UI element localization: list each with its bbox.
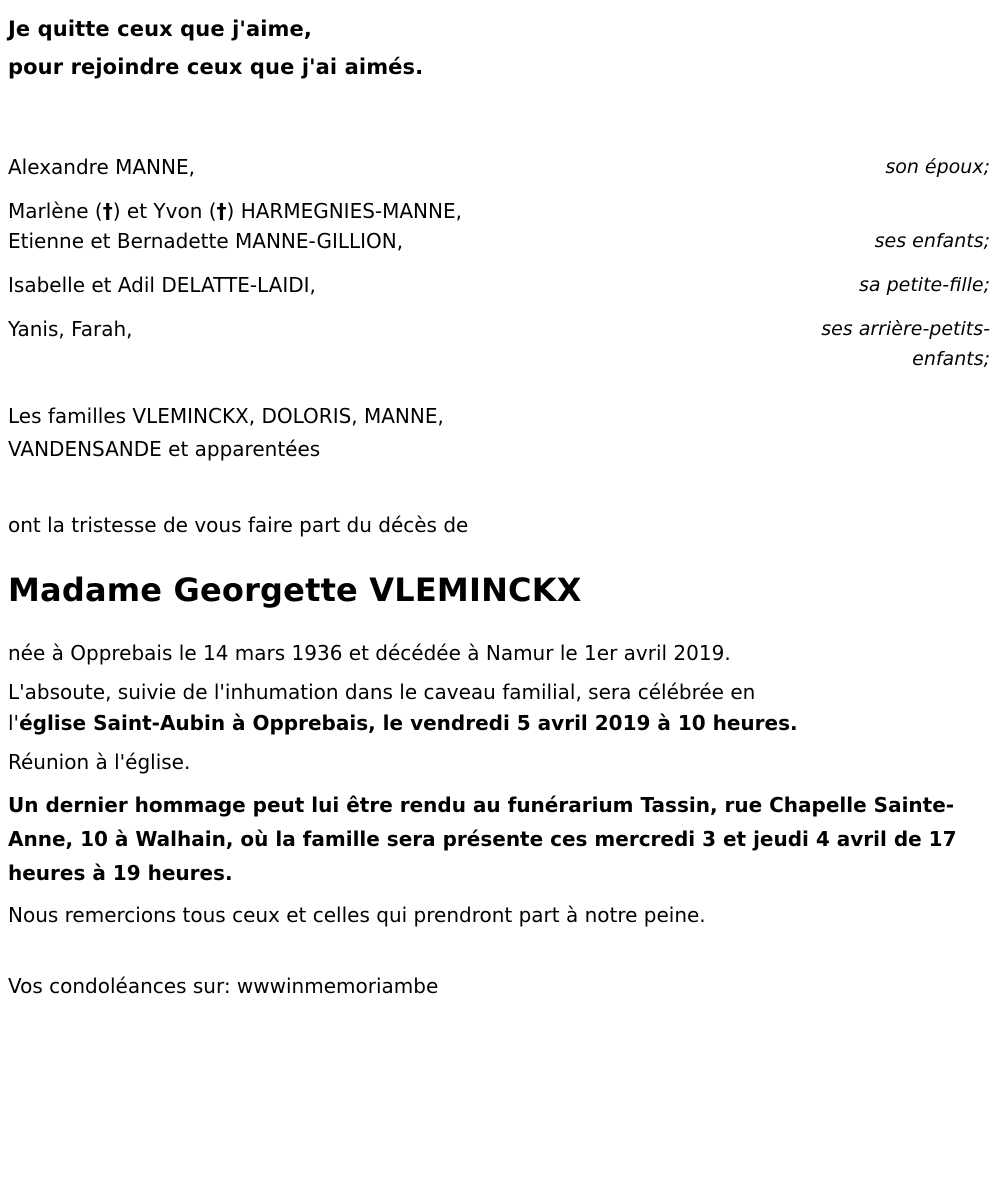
- relations-section: [8, 152, 990, 374]
- spacer: [8, 778, 990, 788]
- spacer: [8, 182, 990, 196]
- relation-names: [8, 152, 195, 182]
- condolences-url[interactable]: wwwinmemoriambe: [236, 974, 439, 998]
- spacer: [8, 256, 990, 270]
- relation-row-children: [8, 196, 990, 256]
- spacer: [8, 374, 990, 400]
- dagger-icon: †: [102, 199, 113, 223]
- epigraph-line-1: Je quitte ceux que j'aime,: [8, 17, 312, 41]
- families-line-2: VANDENSANDE et apparentées: [8, 437, 321, 461]
- relation-row-granddaughter: [8, 270, 990, 300]
- relation-row-spouse: [8, 152, 990, 182]
- epigraph: [8, 0, 990, 86]
- deceased-name: Madame Georgette VLEMINCKX: [8, 571, 582, 609]
- birth-death-line: née à Opprebais le 14 mars 1936 et décédée à Namur le 1er avril 2019.: [8, 641, 731, 665]
- relation-label-spouse: son époux;: [885, 156, 990, 178]
- spacer: [8, 86, 990, 130]
- ceremony-church-line: [8, 708, 990, 739]
- condolences-prefix: Vos condoléances sur:: [8, 974, 237, 998]
- thanks-line: Nous remercions tous ceux et celles qui prendront part à notre peine.: [8, 903, 706, 927]
- relation-label-great-grandchildren: ses arrière-petits-enfants;: [821, 318, 990, 370]
- relation-names: [8, 196, 462, 256]
- spacer: [8, 931, 990, 971]
- spacer: [8, 540, 990, 570]
- dagger-icon: †: [216, 199, 227, 223]
- relation-names: [8, 270, 316, 300]
- condolences-line: [8, 971, 990, 1002]
- homage-paragraph: Un dernier hommage peut lui être rendu au funérarium Tassin, rue Chapelle Sainte-Anne, 10 à Walhain, où la famille sera présente ces mercredi 3 et jeudi 4 avril de 17 heures à 19 heures.: [8, 793, 957, 885]
- epigraph-line-2: pour rejoindre ceux que j'ai aimés.: [8, 55, 424, 79]
- relation-names: [8, 314, 133, 344]
- families-block: [8, 400, 990, 466]
- relation-label-children: ses enfants;: [874, 230, 990, 252]
- families-line-1: Les familles VLEMINCKX, DOLORIS, MANNE,: [8, 404, 444, 428]
- relation-row-great-grandchildren: [8, 314, 990, 374]
- spacer: [8, 610, 990, 638]
- spacer: [8, 890, 990, 900]
- ceremony-prefix: l': [8, 711, 20, 735]
- relation-label-granddaughter: sa petite-fille;: [859, 274, 990, 296]
- relation-name-line: Yanis, Farah,: [8, 317, 133, 341]
- spacer: [8, 300, 990, 314]
- relation-name-line: Marlène (†) et Yvon (†) HARMEGNIES-MANNE,: [8, 199, 462, 223]
- spacer: [8, 466, 990, 510]
- reunion-line: Réunion à l'église.: [8, 750, 191, 774]
- spacer: [8, 669, 990, 677]
- spacer: [8, 739, 990, 747]
- relation-name-line: Etienne et Bernadette MANNE-GILLION,: [8, 229, 404, 253]
- announcement-line: ont la tristesse de vous faire part du décès de: [8, 513, 469, 537]
- ceremony-intro-line: L'absoute, suivie de l'inhumation dans le caveau familial, sera célébrée en: [8, 680, 756, 704]
- relation-name-line: Alexandre MANNE,: [8, 155, 195, 179]
- ceremony-church-bold: église Saint-Aubin à Opprebais, le vendredi 5 avril 2019 à 10 heures.: [19, 711, 798, 735]
- relation-name-line: Isabelle et Adil DELATTE-LAIDI,: [8, 273, 316, 297]
